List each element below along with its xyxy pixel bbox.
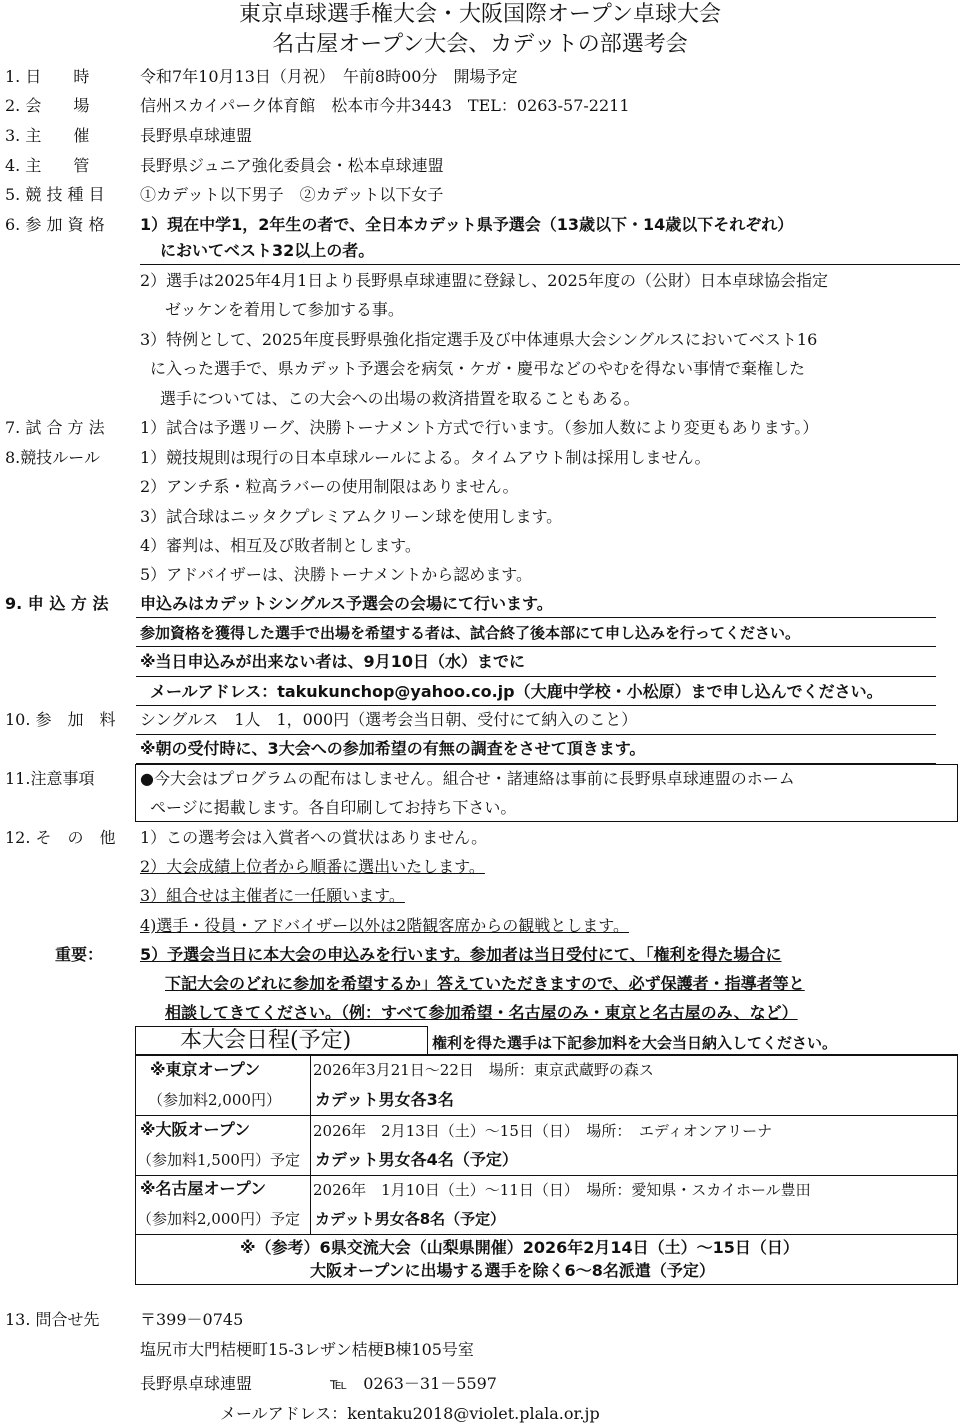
qual-line-2: においてベスト32以上の者。 <box>160 241 375 260</box>
date-value: 令和7年10月13日（月祝） 午前8時00分 開場予定 <box>140 67 518 86</box>
rules-label: 8.競技ルール <box>5 448 100 467</box>
nagoya-name: ※名古屋オープン <box>140 1179 267 1198</box>
apply-4: メールアドレス：takukunchop@yahoo.co.jp（大鹿中学校・小松原）まで申し込んでください。 <box>150 682 883 701</box>
manage-value: 長野県ジュニア強化委員会・松本卓球連盟 <box>140 156 444 175</box>
apply-label: 9. 申 込 方 法 <box>5 594 109 613</box>
rules-1: 1）競技規則は現行の日本卓球ルールによる。タイムアウト制は採用しません。 <box>140 448 711 467</box>
manage-label: 4. 主 管 <box>5 156 90 175</box>
rules-3: 3）試合球はニッタクプレミアムクリーン球を使用します。 <box>140 507 563 526</box>
events-value: ①カデット以下男子 ②カデット以下女子 <box>140 185 444 204</box>
apply-divider-1 <box>136 617 936 618</box>
nagoya-fee: （参加料2,000円）予定 <box>137 1210 300 1228</box>
osaka-quota: カデット男女各4名（予定） <box>315 1150 518 1169</box>
qual-line-3: 2）選手は2025年4月1日より長野県卓球連盟に登録し、2025年度の（公財）日本卓球協会指定 <box>140 271 828 290</box>
qual-line-5: 3）特例として、2025年度長野県強化指定選手及び中体連県大会シングルスにおいてベスト16 <box>140 330 818 349</box>
schedule-ref-2: 大阪オープンに出場する選手を除く6～8名派遣（予定） <box>310 1261 715 1280</box>
apply-divider-3 <box>136 676 936 677</box>
title-line-2: 名古屋オープン大会、カデットの部選考会 <box>272 32 688 57</box>
nagoya-date: 2026年 1月10日（土）～11日（日） 場所：愛知県・スカイホール豊田 <box>313 1181 811 1199</box>
qual-label: 6. 参 加 資 格 <box>5 215 105 234</box>
other-1: 1）この選考会は入賞者への賞状はありません。 <box>140 828 488 847</box>
venue-value: 信州スカイパーク体育館 松本市今井3443 TEL：0263-57-2211 <box>140 96 630 115</box>
apply-3: ※当日申込みが出来ない者は、9月10日（水）までに <box>140 652 525 671</box>
host-label: 3. 主 催 <box>5 126 90 145</box>
schedule-note: 権利を得た選手は下記参加料を大会当日納入してください。 <box>432 1034 838 1052</box>
osaka-date: 2026年 2月13日（土）～15日（日） 場所： エディオンアリーナ <box>313 1122 773 1140</box>
qual-line-4: ゼッケンを着用して参加する事。 <box>165 300 404 319</box>
notes-1: ●今大会はプログラムの配布はしません。組合せ・諸連絡は事前に長野県卓球連盟のホーム <box>140 769 795 788</box>
qual-line-7: 選手については、この大会への出場の救済措置を取ることもある。 <box>160 389 640 408</box>
osaka-divider <box>135 1175 958 1176</box>
osaka-name: ※大阪オープン <box>140 1120 251 1139</box>
contact-address: 塩尻市大門桔梗町15-3レザン桔梗B棟105号室 <box>140 1340 474 1359</box>
schedule-ref-1: ※（参考）6県交流大会（山梨県開催）2026年2月14日（土）～15日（日） <box>240 1238 799 1257</box>
apply-1: 申込みはカデットシングルス予選会の会場にて行います。 <box>140 594 553 613</box>
apply-2: 参加資格を獲得した選手で出場を希望する者は、試合終了後本部にて申し込みを行ってください。 <box>140 624 801 642</box>
schedule-top-line <box>310 1054 958 1055</box>
tokyo-divider <box>135 1115 958 1116</box>
other-4: 4)選手・役員・アドバイザー以外は2階観客席からの観戦とします。 <box>140 916 630 935</box>
events-label: 5. 競 技 種 目 <box>5 185 105 204</box>
contact-zip: 〒399－0745 <box>140 1310 244 1329</box>
apply-divider-2 <box>136 646 936 647</box>
important-1: 5）予選会当日に本大会の申込みを行います。参加者は当日受付にて、「権利を得た場合に <box>140 945 782 964</box>
tokyo-date: 2026年3月21日～22日 場所：東京武蔵野の森ス <box>313 1061 654 1079</box>
qual-divider <box>140 264 960 265</box>
apply-divider-4 <box>136 705 936 706</box>
title-line-1: 東京卓球選手権大会・大阪国際オープン卓球大会 <box>238 2 722 27</box>
fee-label: 10. 参 加 料 <box>5 710 116 729</box>
notes-2: ページに掲載します。各自印刷してお持ち下さい。 <box>150 798 517 817</box>
method-label: 7. 試 合 方 法 <box>5 418 105 437</box>
other-2: 2）大会成績上位者から順番に選出いたします。 <box>140 857 485 876</box>
notes-label: 11.注意事項 <box>5 769 95 788</box>
qual-line-1: 1）現在中学1，2年生の者で、全日本カデット県予選会（13歳以下・14歳以下それぞれ） <box>140 215 794 234</box>
host-value: 長野県卓球連盟 <box>140 126 253 145</box>
important-2: 下記大会のどれに参加を希望するか」答えていただきますので、必ず保護者・指導者等と <box>165 974 805 993</box>
date-label: 1. 日 時 <box>5 67 90 86</box>
venue-label: 2. 会 場 <box>5 96 90 115</box>
fee-2: ※朝の受付時に、3大会への参加希望の有無の調査をさせて頂きます。 <box>140 739 646 758</box>
other-label: 12. そ の 他 <box>5 828 116 847</box>
contact-label: 13. 問合せ先 <box>5 1310 100 1329</box>
tokyo-name: ※東京オープン <box>150 1060 261 1079</box>
fee-1: シングルス 1人 1，000円（選考会当日朝、受付にて納入のこと） <box>140 710 638 729</box>
qual-line-6: に入った選手で、県カデット予選会を病気・ケガ・慶弔などのやむを得ない事情で棄権した <box>150 359 806 378</box>
schedule-col-divider <box>310 1055 311 1235</box>
rules-4: 4）審判は、相互及び敗者制とします。 <box>140 536 421 555</box>
schedule-title: 本大会日程(予定) <box>180 1028 352 1053</box>
contact-tel: ℡ 0263－31－5597 <box>330 1374 497 1393</box>
important-3: 相談してきてください。（例：すべて参加希望・名古屋のみ・東京と名古屋のみ、など） <box>165 1003 798 1022</box>
contact-email[interactable]: メールアドレス：kentaku2018@violet.plala.or.jp <box>220 1404 600 1423</box>
fee-divider-1 <box>136 734 936 735</box>
rules-2: 2）アンチ系・粒高ラバーの使用制限はありません。 <box>140 477 519 496</box>
osaka-fee: （参加料1,500円）予定 <box>137 1151 300 1169</box>
important-label: 重要： <box>55 945 104 964</box>
contact-org: 長野県卓球連盟 <box>140 1374 253 1393</box>
other-3: 3）組合せは主催者に一任願います。 <box>140 886 405 905</box>
nagoya-quota: カデット男女各8名（予定） <box>315 1210 506 1228</box>
tokyo-quota: カデット男女各3名 <box>315 1090 454 1109</box>
method-value: 1）試合は予選リーグ、決勝トーナメント方式で行います。（参加人数により変更もあります。） <box>140 418 819 437</box>
nagoya-divider <box>135 1234 958 1235</box>
rules-5: 5）アドバイザーは、決勝トーナメントから認めます。 <box>140 565 532 584</box>
tokyo-fee: （参加料2,000円） <box>148 1091 281 1109</box>
